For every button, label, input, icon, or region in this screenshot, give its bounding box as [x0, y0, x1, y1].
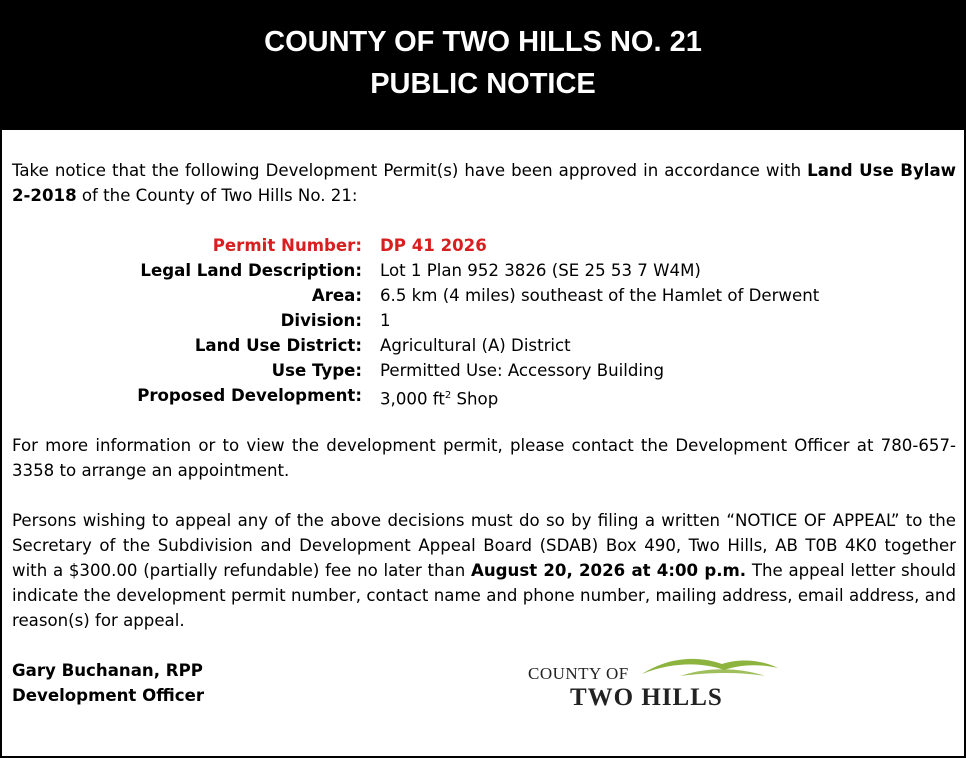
detail-value: 6.5 km (4 miles) southeast of the Hamlet of Derwent: [380, 286, 820, 305]
header-title: COUNTY OF TWO HILLS NO. 21: [264, 26, 702, 58]
detail-label: Permit Number:: [212, 236, 362, 255]
appeal-text: Persons wishing to appeal any of the above decisions must do so by filing a written “NOTICE OF APPEAL” to the Secretary of the Subdivision and Development Appeal Board (SDAB) Box 490, Two Hills, AB T0B 4K0 together with a $300.00 (partially refundable) fee no later than: [12, 511, 956, 580]
squared-superscript: 2: [444, 390, 452, 401]
detail-value: [380, 383, 498, 412]
detail-value: Permitted Use: Accessory Building: [380, 361, 665, 380]
detail-label: Division:: [280, 311, 362, 330]
header-subtitle: PUBLIC NOTICE: [370, 68, 596, 100]
appeal-text-end: The appeal letter should indicate the development permit number, contact name and phone number, mailing address, email address, and reason(s) for appeal.: [12, 561, 956, 630]
hills-logo-icon: [640, 654, 780, 682]
intro-paragraph: [12, 158, 956, 208]
bylaw-reference: Land Use Bylaw 2-2018: [12, 161, 956, 205]
logo-text-two-hills: TWO HILLS: [570, 684, 723, 711]
development-type: Shop: [451, 389, 499, 409]
detail-value: 1: [380, 311, 391, 330]
detail-label: Area:: [311, 286, 362, 305]
detail-label: Legal Land Description:: [140, 261, 362, 280]
appeal-paragraph: [12, 508, 956, 633]
logo-text-county: COUNTY OF: [528, 664, 629, 683]
detail-label: Land Use District:: [194, 336, 362, 355]
county-logo: [522, 652, 782, 722]
detail-value: Lot 1 Plan 952 3826 (SE 25 53 7 W4M): [380, 261, 701, 280]
signature-block: [12, 658, 204, 708]
notice-header: [2, 2, 964, 130]
development-size: 3,000 ft: [380, 389, 445, 409]
intro-text: Take notice that the following Development Permit(s) have been approved in accordance with: [12, 161, 808, 180]
intro-text-end: of the County of Two Hills No. 21:: [76, 186, 358, 205]
officer-name: Gary Buchanan, RPP: [12, 661, 203, 680]
info-paragraph: For more information or to view the development permit, please contact the Development Officer at 780-657-3358 to arrange an appointment.: [12, 436, 956, 480]
detail-label: Proposed Development:: [137, 386, 362, 405]
officer-title: Development Officer: [12, 686, 205, 705]
detail-label: Use Type:: [271, 361, 362, 380]
appeal-deadline: August 20, 2026 at 4:00 p.m.: [470, 561, 747, 580]
detail-value: Agricultural (A) District: [380, 336, 571, 355]
permit-number-value: DP 41 2026: [380, 236, 487, 255]
